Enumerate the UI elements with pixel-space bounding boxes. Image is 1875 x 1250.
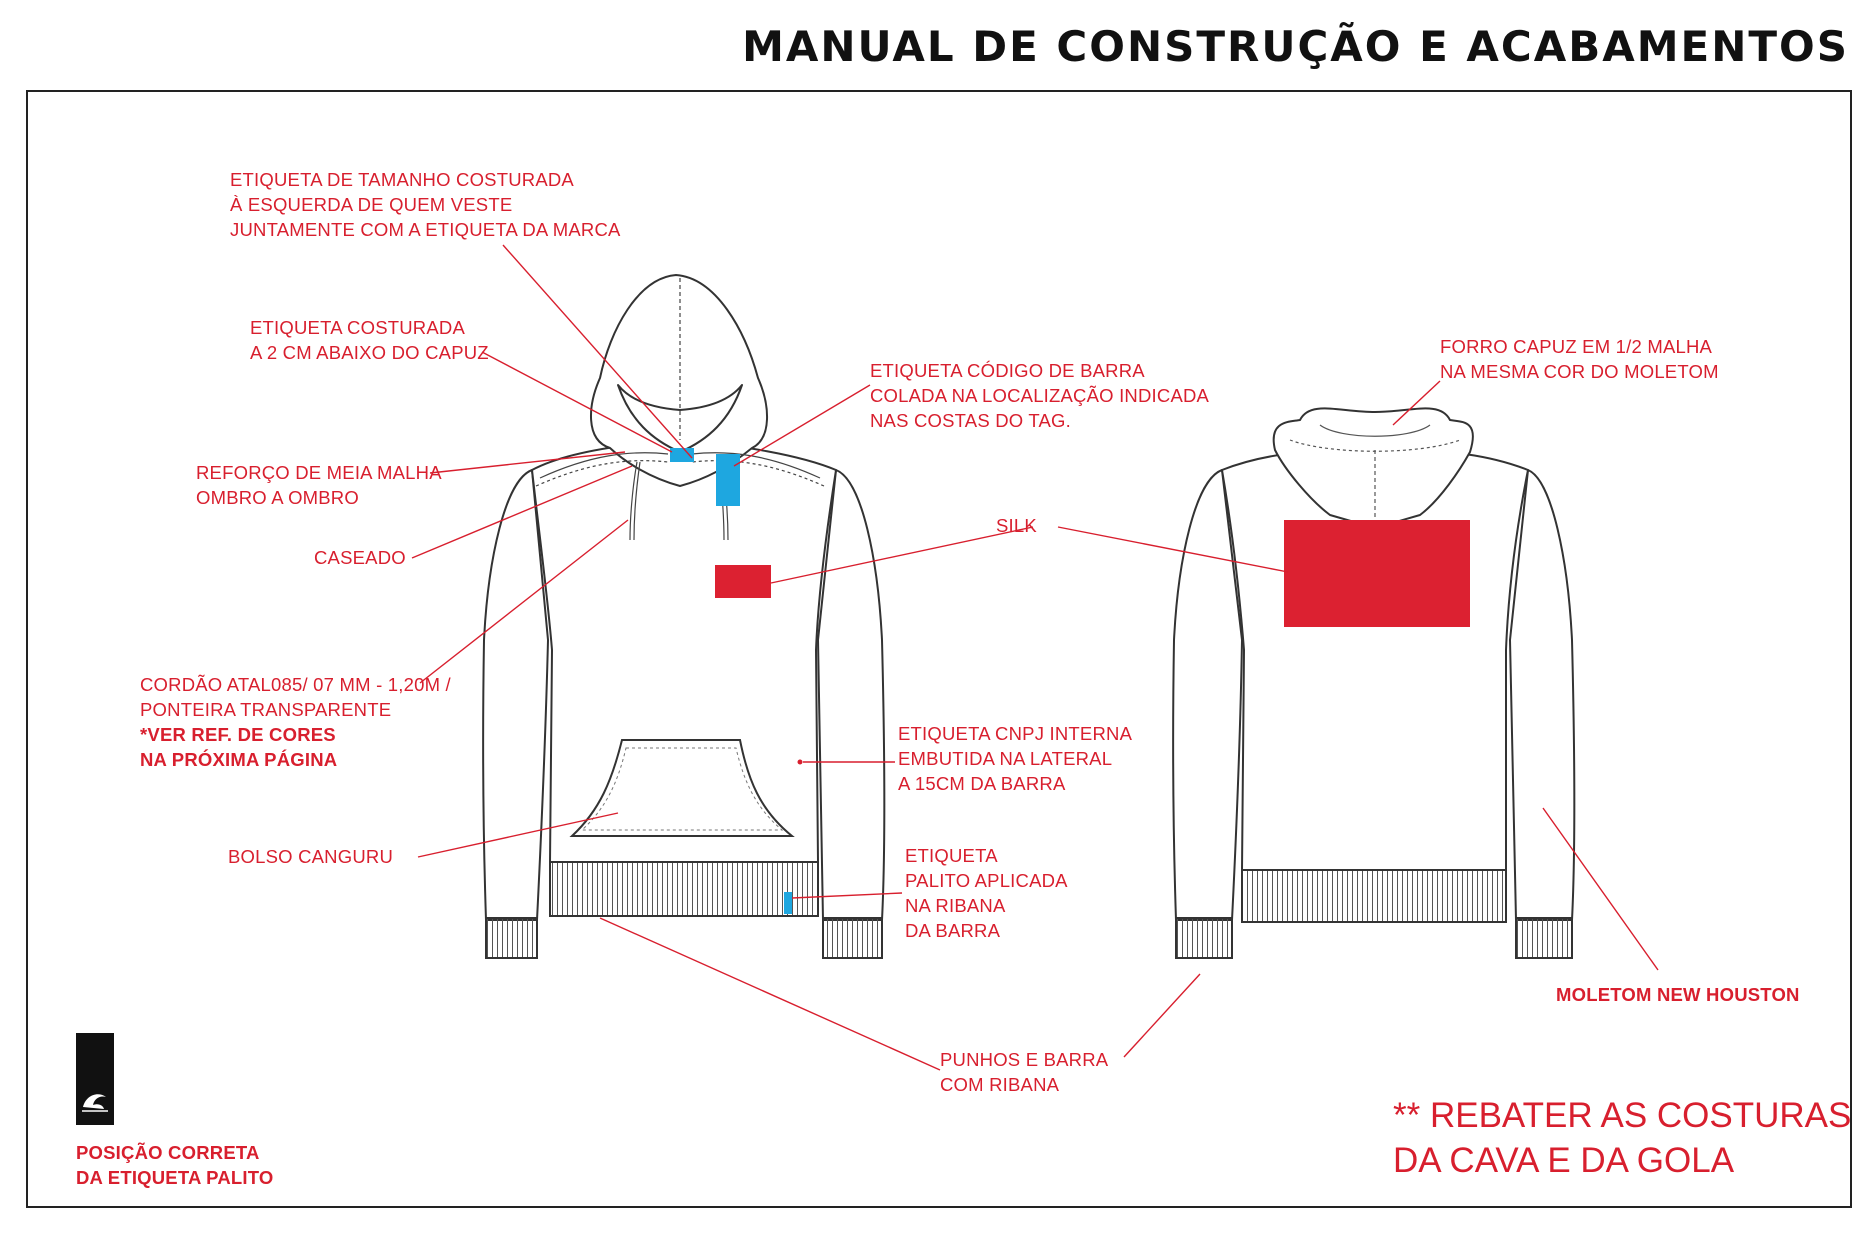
front-silk-print <box>715 565 771 598</box>
size-label-marker <box>670 448 694 462</box>
barcode-tag-marker <box>716 454 740 506</box>
palito-annotation: ETIQUETA PALITO APLICADA NA RIBANA DA BARRA <box>905 845 1068 941</box>
barcode-annotation: ETIQUETA CÓDIGO DE BARRA COLADA NA LOCALIZAÇÃO INDICADA NAS COSTAS DO TAG. <box>870 360 1210 431</box>
front-left-cuff <box>486 918 537 958</box>
sewn-label-annotation: ETIQUETA COSTURADA A 2 CM ABAIXO DO CAPUZ <box>250 317 489 363</box>
seam-note: ** REBATER AS COSTURAS DA CAVA E DA GOLA <box>1393 1096 1852 1180</box>
cuffs-annotation: PUNHOS E BARRA COM RIBANA <box>940 1049 1109 1095</box>
hoodie-back-view <box>1173 408 1574 920</box>
hood-lining-annotation: FORRO CAPUZ EM 1/2 MALHA NA MESMA COR DO MOLETOM <box>1440 336 1719 382</box>
shoulder-reinforce-annotation: REFORÇO DE MEIA MALHA OMBRO A OMBRO <box>196 462 442 508</box>
back-left-cuff <box>1176 918 1232 958</box>
buttonhole-annotation: CASEADO <box>314 547 406 568</box>
front-hem-rib <box>550 862 818 916</box>
pocket-annotation: BOLSO CANGURU <box>228 846 394 867</box>
cnpj-label-dot <box>798 760 803 765</box>
back-hem-rib <box>1242 870 1506 922</box>
palito-position-caption: POSIÇÃO CORRETA DA ETIQUETA PALITO <box>76 1142 274 1188</box>
back-right-cuff <box>1516 918 1572 958</box>
palito-label-marker <box>784 892 792 914</box>
size-label-annotation: ETIQUETA DE TAMANHO COSTURADA À ESQUERDA DE QUEM VESTE JUNTAMENTE COM A ETIQUETA DA MARCA <box>230 169 621 240</box>
back-silk-print <box>1284 520 1470 627</box>
front-right-cuff <box>823 918 882 958</box>
cord-annotation: CORDÃO ATAL085/ 07 MM - 1,20M / PONTEIRA TRANSPARENTE *VER REF. DE CORES NA PRÓXIMA PÁGINA <box>140 674 451 770</box>
silk-annotation: SILK <box>996 515 1037 536</box>
quiksilver-wave-logo-icon <box>76 1033 114 1125</box>
page-title: MANUAL DE CONSTRUÇÃO E ACABAMENTOS <box>742 22 1849 71</box>
cnpj-annotation: ETIQUETA CNPJ INTERNA EMBUTIDA NA LATERAL A 15CM DA BARRA <box>898 723 1133 794</box>
fabric-annotation: MOLETOM NEW HOUSTON <box>1556 984 1800 1005</box>
